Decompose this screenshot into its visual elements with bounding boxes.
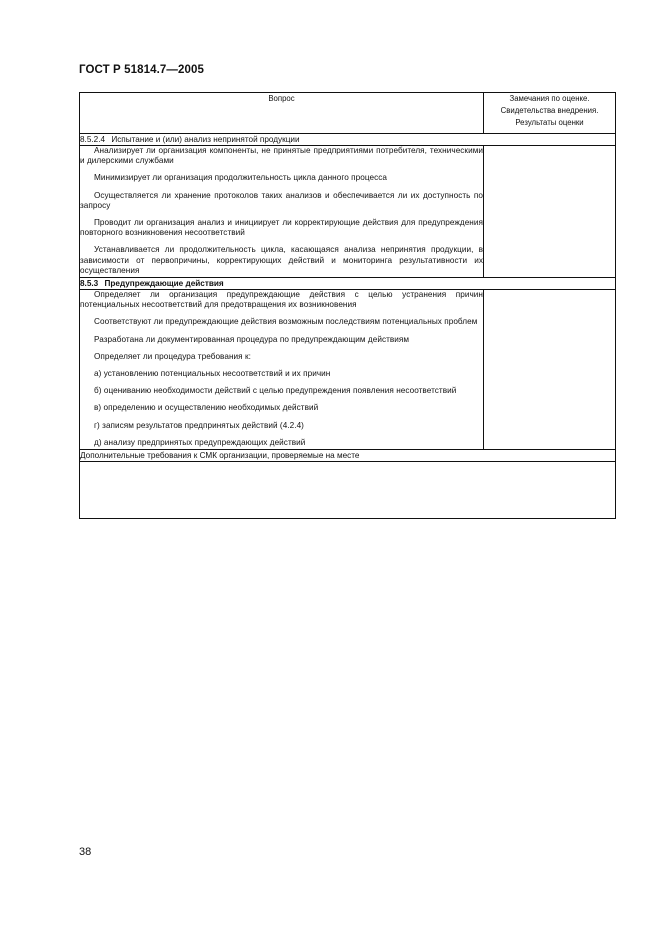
question-item: д) анализу предпринятых предупреждающих действий — [94, 437, 306, 447]
question-item: Соответствуют ли предупреждающие действия возможным последствиям потенциальных проблем — [94, 317, 478, 327]
remarks-header-line: Свидетельства внедрения. — [500, 106, 599, 115]
question-group-row — [80, 290, 616, 450]
question-group-row — [80, 146, 616, 278]
section-title: Предупреждающие действия — [104, 279, 224, 289]
section-8524-heading — [80, 134, 616, 146]
question-item: Определяет ли организация предупреждающие действия с целью устранения причин потенциальных несоответствий для предотвращения их возникновения — [80, 290, 483, 310]
question-item: Разработана ли документированная процедура по предупреждающим действиям — [94, 334, 410, 344]
question-item: б) оцениванию необходимости действий с целью предупреждения появления несоответствий — [94, 386, 457, 396]
question-item: Устанавливается ли продолжительность цикла, касающаяся анализа непринятия продукции, в зависимости от первопричины, корректирующих действий и мониторинга результативности их осуществления — [80, 245, 483, 275]
table-header-row — [80, 93, 616, 134]
question-item: в) определению и осуществлению необходимых действий — [94, 403, 319, 413]
question-group-8524 — [80, 146, 484, 278]
question-item: Минимизирует ли организация продолжительность цикла данного процесса — [94, 173, 387, 183]
section-853-heading — [80, 278, 616, 290]
question-group-853 — [80, 290, 484, 450]
section-heading-row — [80, 450, 616, 462]
blank-row — [80, 462, 616, 519]
section-heading-row — [80, 278, 616, 290]
additional-requirements-cell[interactable] — [80, 462, 616, 519]
question-item: Осуществляется ли хранение протоколов таких анализов и обеспечивается ли их доступность по запросу — [80, 190, 483, 210]
remarks-header-line: Результаты оценки — [515, 118, 584, 127]
section-title: Испытание и (или) анализ непринятой продукции — [111, 135, 300, 144]
section-number: 8.5.2.4 — [80, 135, 106, 144]
page-number: 38 — [79, 846, 92, 858]
question-item: г) записям результатов предпринятых действий (4.2.4) — [94, 420, 304, 430]
document-title: ГОСТ Р 51814.7—2005 — [79, 64, 204, 76]
remarks-cell[interactable] — [484, 290, 616, 450]
question-item: а) установлению потенциальных несоответствий и их причин — [94, 369, 331, 379]
question-item: Анализирует ли организация компоненты, не принятые предприятиями потребителя, техническими и дилерскими службами — [80, 146, 483, 166]
additional-requirements-heading: Дополнительные требования к СМК организации, проверяемые на месте — [80, 450, 616, 462]
question-column-header: Вопрос — [80, 93, 484, 134]
question-item: Проводит ли организация анализ и инициирует ли корректирующие действия для предупреждения повторного возникновения несоответствий — [80, 218, 483, 238]
section-number: 8.5.3 — [80, 279, 99, 289]
question-item: Определяет ли процедура требования к: — [94, 351, 251, 361]
remarks-cell[interactable] — [484, 146, 616, 278]
section-heading-row — [80, 134, 616, 146]
remarks-column-header — [484, 93, 616, 134]
assessment-checklist-table — [79, 92, 616, 519]
remarks-header-line: Замечания по оценке. — [509, 94, 590, 103]
